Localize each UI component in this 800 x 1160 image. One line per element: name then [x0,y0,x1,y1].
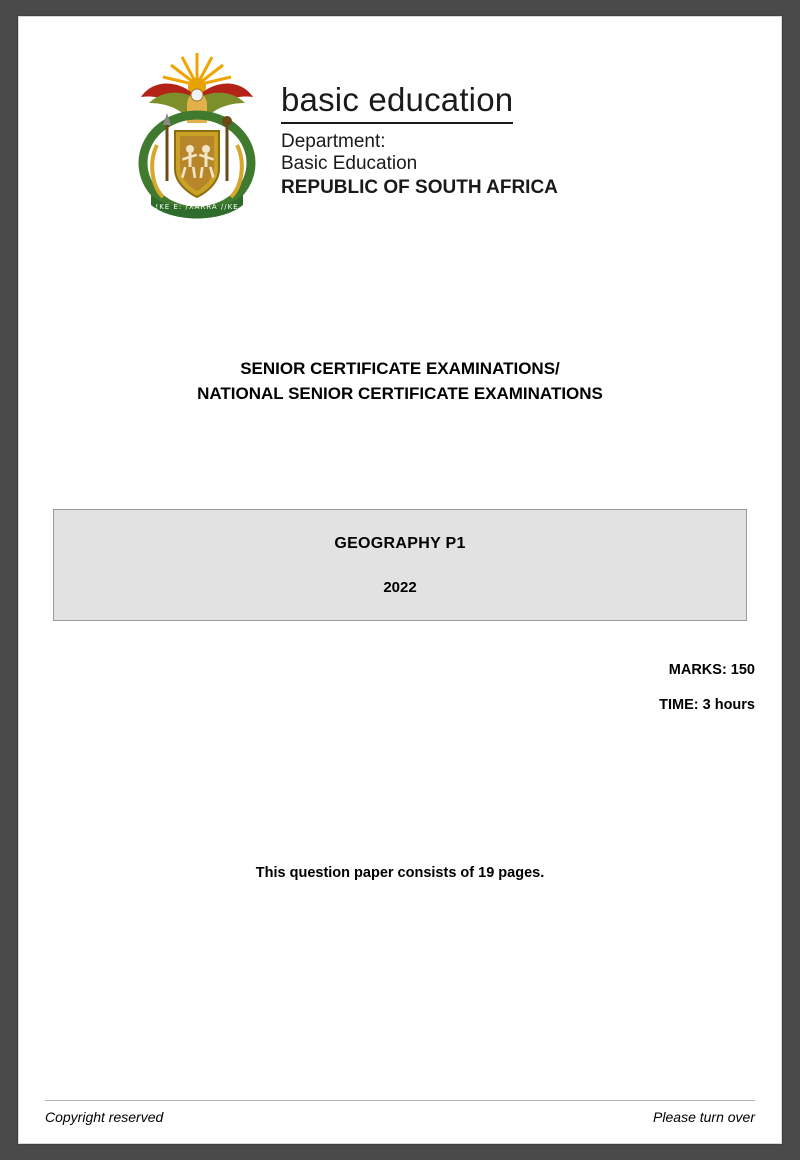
page-count-note: This question paper consists of 19 pages. [255,865,545,881]
subject-title: GEOGRAPHY P1 [334,534,466,552]
exam-heading-line-1: SENIOR CERTIFICATE EXAMINATIONS/ [240,359,560,378]
time-value: TIME: 3 hours [659,697,755,713]
exam-heading [19,357,781,406]
department-label: Department: [281,130,386,152]
marks-value: MARKS: 150 [668,662,755,678]
svg-text:!KE E: /XARRA //KE: !KE E: /XARRA //KE [155,203,239,211]
page-footer [45,1100,755,1125]
turn-over-text: Please turn over [653,1109,755,1125]
brand-title: basic education [281,83,513,124]
copyright-text: Copyright reserved [45,1109,164,1125]
south-africa-coat-of-arms-icon [127,45,267,235]
subject-box [53,509,747,621]
subject-year: 2022 [383,578,417,596]
exam-heading-line-2: NATIONAL SENIOR CERTIFICATE EXAMINATIONS [197,383,603,403]
letterhead [127,45,687,245]
department-name: Basic Education [281,153,418,175]
exam-meta [659,662,755,713]
country-name: REPUBLIC OF SOUTH AFRICA [281,177,558,199]
document-page [18,16,782,1144]
